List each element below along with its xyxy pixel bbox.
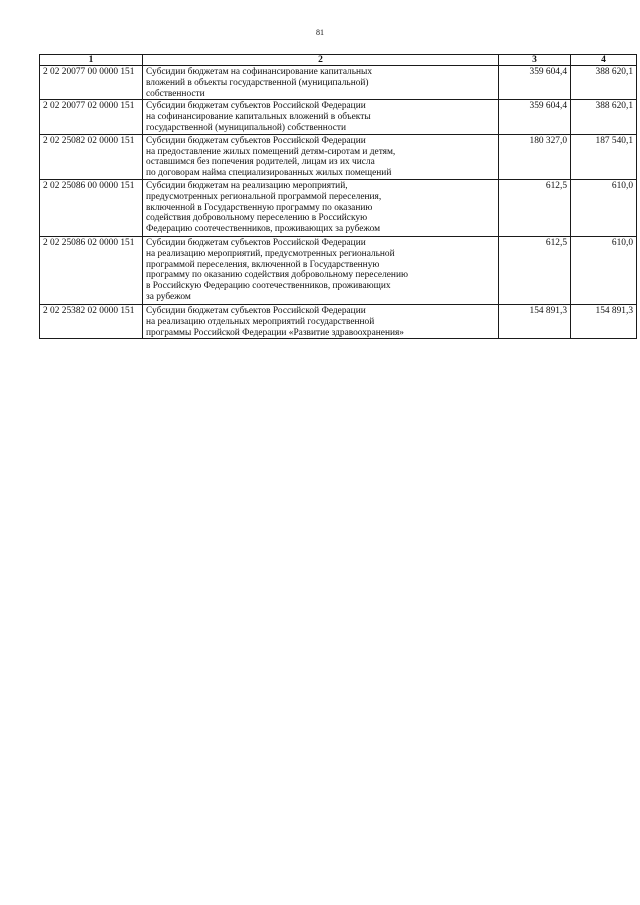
amount-col3-cell: 359 604,4 xyxy=(499,100,571,134)
amount-col4-cell: 388 620,1 xyxy=(571,100,637,134)
table-body xyxy=(40,66,637,339)
income-name-cell: Субсидии бюджетам субъектов Российской Федерации на реализацию отдельных мероприятий государственной программы Российской Федерации «Развитие здравоохранения» xyxy=(143,304,499,338)
budget-code-cell: 2 02 25382 02 0000 151 xyxy=(40,304,143,338)
header-row xyxy=(40,55,637,66)
amount-col4-cell: 610,0 xyxy=(571,236,637,304)
amount-col3-cell: 180 327,0 xyxy=(499,134,571,179)
amount-col4-cell: 187 540,1 xyxy=(571,134,637,179)
column-header-4: 4 xyxy=(571,55,637,66)
table-row xyxy=(40,236,637,304)
income-name-cell: Субсидии бюджетам субъектов Российской Федерации на предоставление жилых помещений детям-сиротам и детям, оставшимся без попечения родителей, лицам из их числа по договорам найма специализированных жилых помещений xyxy=(143,134,499,179)
budget-code-cell: 2 02 25082 02 0000 151 xyxy=(40,134,143,179)
page-number: 81 xyxy=(316,28,324,37)
amount-col3-cell: 154 891,3 xyxy=(499,304,571,338)
budget-code-cell: 2 02 20077 02 0000 151 xyxy=(40,100,143,134)
budget-code-cell: 2 02 25086 02 0000 151 xyxy=(40,236,143,304)
income-name-cell: Субсидии бюджетам на софинансирование капитальных вложений в объекты государственной (муниципальной) собственности xyxy=(143,66,499,100)
income-name-cell: Субсидии бюджетам на реализацию мероприятий, предусмотренных региональной программой переселения, включенной в Государственную программу по оказанию содействия добровольному переселению в Российскую Федерацию соотечественников, проживающих за рубежом xyxy=(143,179,499,236)
column-header-3: 3 xyxy=(499,55,571,66)
income-name-cell: Субсидии бюджетам субъектов Российской Федерации на реализацию мероприятий, предусмотренных региональной программой переселения, включенной в Государственную программу по оказанию содействия добровольному переселению в Российскую Федерацию соотечественников, проживающих за рубежом xyxy=(143,236,499,304)
amount-col4-cell: 154 891,3 xyxy=(571,304,637,338)
column-header-1: 1 xyxy=(40,55,143,66)
column-header-2: 2 xyxy=(143,55,499,66)
table-header xyxy=(40,55,637,66)
income-name-cell: Субсидии бюджетам субъектов Российской Федерации на софинансирование капитальных вложений в объекты государственной (муниципальной) собственности xyxy=(143,100,499,134)
amount-col4-cell: 388 620,1 xyxy=(571,66,637,100)
table-row xyxy=(40,66,637,100)
amount-col3-cell: 612,5 xyxy=(499,236,571,304)
budget-code-cell: 2 02 20077 00 0000 151 xyxy=(40,66,143,100)
amount-col3-cell: 359 604,4 xyxy=(499,66,571,100)
amount-col4-cell: 610,0 xyxy=(571,179,637,236)
table-row xyxy=(40,179,637,236)
amount-col3-cell: 612,5 xyxy=(499,179,571,236)
table-row xyxy=(40,304,637,338)
table-row xyxy=(40,100,637,134)
table-row xyxy=(40,134,637,179)
budget-code-cell: 2 02 25086 00 0000 151 xyxy=(40,179,143,236)
budget-table xyxy=(39,54,637,339)
